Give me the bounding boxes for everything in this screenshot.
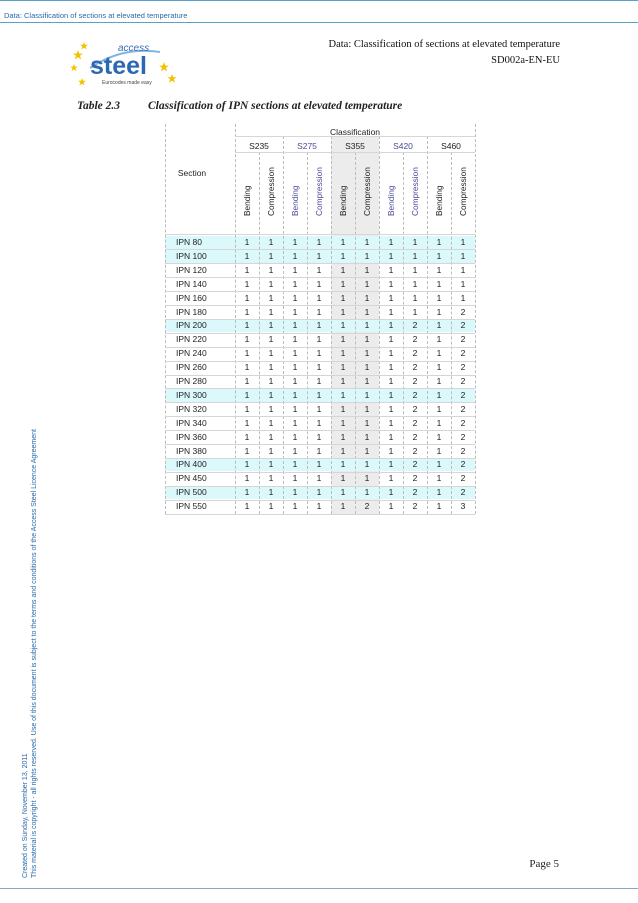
- class-value: 1: [364, 348, 370, 359]
- document-code: SD002a-EN-EU: [491, 55, 560, 66]
- class-value: 1: [268, 278, 274, 289]
- class-value: 1: [244, 320, 250, 331]
- class-value: 1: [460, 278, 466, 289]
- class-value: 1: [268, 473, 274, 484]
- class-value: 3: [460, 501, 466, 512]
- column-subheader: Bending: [290, 185, 300, 216]
- class-value: 1: [412, 278, 418, 289]
- class-value: 2: [412, 417, 418, 428]
- class-value: 1: [292, 334, 298, 345]
- class-value: 1: [364, 362, 370, 373]
- grade-header: S275: [297, 141, 317, 151]
- class-value: 1: [340, 362, 346, 373]
- class-value: 2: [412, 348, 418, 359]
- class-value: 1: [364, 431, 370, 442]
- table-row: [165, 306, 475, 319]
- classification-table: [165, 124, 475, 514]
- class-value: 1: [460, 250, 466, 261]
- class-value: 1: [436, 445, 442, 456]
- class-value: 1: [292, 445, 298, 456]
- class-value: 2: [412, 334, 418, 345]
- class-value: 1: [340, 417, 346, 428]
- class-value: 2: [412, 501, 418, 512]
- class-value: 1: [244, 389, 250, 400]
- section-name: IPN 300: [176, 389, 207, 400]
- class-value: 1: [364, 334, 370, 345]
- class-value: 1: [388, 376, 394, 386]
- class-value: 1: [244, 487, 250, 498]
- grade-header: S355: [345, 141, 365, 151]
- class-value: 1: [388, 487, 394, 498]
- document-title: Data: Classification of sections at elevated temperature: [328, 39, 560, 50]
- grade-header: S235: [249, 141, 269, 151]
- class-value: 1: [436, 237, 442, 247]
- class-value: 1: [292, 237, 298, 247]
- class-value: 1: [244, 250, 250, 261]
- class-value: 1: [268, 306, 274, 317]
- grid-line: [165, 458, 475, 459]
- class-value: 1: [388, 431, 394, 442]
- section-name: IPN 100: [176, 250, 207, 261]
- class-value: 2: [460, 459, 466, 470]
- class-value: 1: [340, 348, 346, 359]
- class-value: 2: [460, 320, 466, 331]
- class-value: 1: [316, 250, 322, 261]
- class-value: 2: [460, 445, 466, 456]
- copyright-notice: This material is copyright - all rights reserved. Use of this document is subject to the terms and conditions of the Access Steel Licence Agreement: [31, 429, 38, 878]
- class-value: 1: [268, 459, 274, 470]
- section-name: IPN 240: [176, 348, 207, 359]
- class-value: 1: [292, 487, 298, 498]
- class-value: 1: [364, 376, 370, 386]
- table-title: Classification of IPN sections at elevated temperature: [148, 100, 403, 112]
- class-value: 1: [292, 348, 298, 359]
- top-rule: [0, 0, 638, 1]
- class-value: 2: [460, 403, 466, 414]
- class-value: 1: [388, 237, 394, 247]
- class-value: 1: [316, 431, 322, 442]
- class-value: 1: [364, 459, 370, 470]
- class-value: 1: [244, 431, 250, 442]
- class-value: 1: [364, 487, 370, 498]
- grade-header: S460: [441, 141, 461, 151]
- table-row: [165, 445, 475, 458]
- class-value: 2: [412, 431, 418, 442]
- class-value: 1: [316, 334, 322, 345]
- class-value: 2: [412, 403, 418, 414]
- grid-line: [475, 124, 476, 514]
- column-subheader: Compression: [314, 167, 324, 216]
- section-name: IPN 360: [176, 431, 207, 442]
- table-row: [165, 375, 475, 388]
- grid-line: [165, 486, 475, 487]
- table-row: [165, 472, 475, 485]
- class-value: 1: [244, 264, 250, 275]
- class-value: 1: [388, 320, 394, 331]
- class-value: 1: [244, 348, 250, 359]
- table-row: [165, 278, 475, 291]
- class-value: 1: [316, 362, 322, 373]
- class-value: 1: [268, 348, 274, 359]
- grid-line: [165, 500, 475, 501]
- section-name: IPN 80: [176, 237, 202, 247]
- section-name: IPN 180: [176, 306, 207, 317]
- class-value: 1: [316, 403, 322, 414]
- class-value: 1: [340, 487, 346, 498]
- class-value: 1: [244, 306, 250, 317]
- class-value: 1: [292, 376, 298, 386]
- section-name: IPN 120: [176, 264, 207, 275]
- class-value: 1: [388, 403, 394, 414]
- section-name: IPN 400: [176, 459, 207, 470]
- class-value: 1: [316, 376, 322, 386]
- class-value: 2: [460, 306, 466, 317]
- class-value: 1: [316, 459, 322, 470]
- table-row: [165, 403, 475, 416]
- table-row: [165, 361, 475, 374]
- class-value: 1: [460, 264, 466, 275]
- grid-line: [165, 249, 475, 250]
- class-value: 1: [268, 487, 274, 498]
- class-value: 1: [340, 264, 346, 275]
- class-value: 1: [292, 501, 298, 512]
- class-value: 1: [268, 292, 274, 303]
- class-value: 1: [436, 348, 442, 359]
- class-value: 1: [412, 237, 418, 247]
- grid-line: [165, 472, 475, 473]
- grid-line: [165, 234, 475, 235]
- class-value: 1: [340, 501, 346, 512]
- class-value: 1: [364, 320, 370, 331]
- class-value: 1: [340, 250, 346, 261]
- class-value: 1: [412, 264, 418, 275]
- grid-line: [165, 263, 475, 264]
- class-value: 1: [388, 306, 394, 317]
- class-value: 1: [316, 278, 322, 289]
- class-value: 1: [292, 306, 298, 317]
- class-value: 1: [340, 445, 346, 456]
- class-value: 2: [460, 487, 466, 498]
- section-name: IPN 380: [176, 445, 207, 456]
- class-value: 1: [268, 431, 274, 442]
- class-value: 1: [292, 417, 298, 428]
- class-value: 1: [292, 473, 298, 484]
- class-value: 1: [340, 376, 346, 386]
- table-row: [165, 486, 475, 499]
- class-value: 1: [244, 473, 250, 484]
- grid-line: [165, 388, 475, 389]
- class-value: 1: [436, 431, 442, 442]
- class-value: 1: [436, 292, 442, 303]
- class-value: 1: [292, 278, 298, 289]
- grid-line: [165, 319, 475, 320]
- class-value: 1: [268, 237, 274, 247]
- class-value: 1: [436, 362, 442, 373]
- class-value: 1: [316, 487, 322, 498]
- class-value: 1: [388, 334, 394, 345]
- class-value: 1: [292, 403, 298, 414]
- section-name: IPN 140: [176, 278, 207, 289]
- class-value: 1: [268, 445, 274, 456]
- class-value: 2: [412, 487, 418, 498]
- class-value: 1: [388, 389, 394, 400]
- class-value: 1: [388, 264, 394, 275]
- class-value: 1: [436, 320, 442, 331]
- class-value: 2: [412, 459, 418, 470]
- class-value: 1: [244, 334, 250, 345]
- class-value: 1: [388, 473, 394, 484]
- class-value: 1: [436, 403, 442, 414]
- section-name: IPN 550: [176, 501, 207, 512]
- class-value: 1: [364, 473, 370, 484]
- class-value: 1: [268, 403, 274, 414]
- created-date: Created on Sunday, November 13, 2011: [22, 753, 29, 878]
- class-value: 1: [316, 237, 322, 247]
- class-value: 1: [316, 389, 322, 400]
- logo-wordmark: steel: [90, 52, 147, 80]
- class-value: 1: [364, 264, 370, 275]
- class-value: 1: [292, 264, 298, 275]
- class-value: 1: [388, 445, 394, 456]
- class-value: 1: [340, 306, 346, 317]
- class-value: 1: [268, 334, 274, 345]
- table-row: [165, 250, 475, 263]
- class-value: 1: [388, 292, 394, 303]
- section-name: IPN 320: [176, 403, 207, 414]
- class-value: 1: [316, 445, 322, 456]
- table-label: Table 2.3: [77, 100, 121, 112]
- class-value: 1: [244, 459, 250, 470]
- table-row: [165, 417, 475, 430]
- class-value: 1: [436, 250, 442, 261]
- column-subheader: Compression: [410, 167, 420, 216]
- column-subheader: Bending: [386, 185, 396, 216]
- class-value: 1: [412, 306, 418, 317]
- class-value: 1: [436, 473, 442, 484]
- grid-line: [165, 402, 475, 403]
- class-value: 1: [340, 334, 346, 345]
- class-value: 1: [268, 250, 274, 261]
- grid-line: [235, 152, 475, 153]
- class-value: 1: [340, 459, 346, 470]
- class-value: 1: [340, 403, 346, 414]
- table-row: [165, 236, 475, 249]
- column-subheader: Compression: [362, 167, 372, 216]
- class-value: 1: [388, 417, 394, 428]
- page-number: Page 5: [529, 858, 559, 870]
- column-subheader: Bending: [338, 185, 348, 216]
- section-name: IPN 340: [176, 417, 207, 428]
- class-value: 1: [268, 362, 274, 373]
- class-value: 1: [292, 459, 298, 470]
- class-value: 1: [244, 403, 250, 414]
- class-value: 1: [244, 292, 250, 303]
- class-value: 2: [460, 473, 466, 484]
- grid-line: [165, 514, 475, 515]
- class-value: 1: [388, 501, 394, 512]
- table-row: [165, 389, 475, 402]
- table-row: [165, 347, 475, 360]
- class-value: 1: [340, 237, 346, 247]
- class-value: 1: [436, 459, 442, 470]
- class-value: 2: [460, 348, 466, 359]
- class-value: 1: [436, 334, 442, 345]
- section-name: IPN 200: [176, 320, 207, 331]
- class-value: 1: [316, 306, 322, 317]
- class-value: 1: [412, 292, 418, 303]
- class-value: 1: [244, 278, 250, 289]
- class-value: 1: [268, 376, 274, 386]
- table-row: [165, 458, 475, 471]
- class-value: 1: [244, 362, 250, 373]
- class-value: 1: [460, 292, 466, 303]
- class-value: 1: [340, 278, 346, 289]
- class-value: 1: [244, 501, 250, 512]
- class-value: 1: [436, 501, 442, 512]
- class-value: 1: [436, 264, 442, 275]
- table-row: [165, 500, 475, 513]
- class-value: 1: [244, 376, 250, 386]
- column-subheader: Compression: [458, 167, 468, 216]
- grid-line: [165, 361, 475, 362]
- grid-line: [235, 136, 475, 137]
- class-value: 1: [316, 501, 322, 512]
- table-row: [165, 431, 475, 444]
- class-value: 1: [292, 431, 298, 442]
- class-value: 2: [412, 473, 418, 484]
- class-value: 2: [412, 445, 418, 456]
- class-value: 1: [364, 292, 370, 303]
- class-value: 1: [292, 320, 298, 331]
- class-value: 2: [412, 362, 418, 373]
- class-value: 1: [460, 237, 466, 247]
- grid-line: [165, 305, 475, 306]
- class-value: 2: [460, 417, 466, 428]
- class-value: 1: [340, 389, 346, 400]
- class-value: 2: [460, 376, 466, 386]
- column-subheader: Bending: [242, 185, 252, 216]
- class-value: 1: [364, 237, 370, 247]
- class-value: 1: [316, 473, 322, 484]
- class-value: 2: [412, 389, 418, 400]
- grade-header: S420: [393, 141, 413, 151]
- running-header: Data: Classification of sections at elevated temperature: [4, 11, 188, 20]
- class-value: 2: [460, 431, 466, 442]
- class-value: 1: [388, 250, 394, 261]
- column-subheader: Compression: [266, 167, 276, 216]
- class-value: 1: [292, 250, 298, 261]
- section-name: IPN 260: [176, 362, 207, 373]
- classification-header: Classification: [329, 127, 381, 137]
- table-row: [165, 292, 475, 305]
- class-value: 1: [436, 417, 442, 428]
- class-value: 2: [460, 334, 466, 345]
- section-header: Section: [177, 168, 207, 178]
- class-value: 1: [436, 376, 442, 386]
- class-value: 2: [412, 320, 418, 331]
- class-value: 1: [388, 278, 394, 289]
- class-value: 1: [436, 389, 442, 400]
- class-value: 1: [364, 306, 370, 317]
- class-value: 1: [292, 292, 298, 303]
- class-value: 1: [340, 473, 346, 484]
- class-value: 1: [268, 501, 274, 512]
- grid-line: [165, 430, 475, 431]
- class-value: 1: [436, 278, 442, 289]
- class-value: 1: [268, 264, 274, 275]
- section-name: IPN 220: [176, 334, 207, 345]
- class-value: 1: [364, 278, 370, 289]
- class-value: 1: [340, 320, 346, 331]
- copyright-side-note: [21, 429, 39, 878]
- class-value: 1: [268, 417, 274, 428]
- grid-line: [165, 347, 475, 348]
- class-value: 1: [316, 348, 322, 359]
- footer-rule: [0, 888, 638, 889]
- section-name: IPN 450: [176, 473, 207, 484]
- class-value: 2: [412, 376, 418, 386]
- grid-line: [165, 416, 475, 417]
- class-value: 1: [436, 487, 442, 498]
- grid-line: [165, 277, 475, 278]
- grid-line: [165, 444, 475, 445]
- class-value: 1: [244, 417, 250, 428]
- section-name: IPN 280: [176, 376, 207, 386]
- section-name: IPN 160: [176, 292, 207, 303]
- access-steel-logo: [68, 38, 186, 90]
- grid-line: [165, 333, 475, 334]
- grid-line: [165, 291, 475, 292]
- class-value: 1: [364, 250, 370, 261]
- table-row: [165, 333, 475, 346]
- class-value: 1: [292, 389, 298, 400]
- class-value: 1: [316, 320, 322, 331]
- header-divider: [0, 22, 638, 23]
- column-subheader: Bending: [434, 185, 444, 216]
- class-value: 1: [316, 264, 322, 275]
- class-value: 1: [268, 320, 274, 331]
- class-value: 1: [388, 362, 394, 373]
- section-name: IPN 500: [176, 487, 207, 498]
- class-value: 1: [388, 348, 394, 359]
- class-value: 1: [316, 417, 322, 428]
- grid-line: [165, 375, 475, 376]
- class-value: 1: [364, 445, 370, 456]
- class-value: 1: [388, 459, 394, 470]
- class-value: 2: [460, 389, 466, 400]
- class-value: 1: [364, 389, 370, 400]
- class-value: 1: [340, 292, 346, 303]
- class-value: 1: [292, 362, 298, 373]
- class-value: 2: [460, 362, 466, 373]
- logo-tagline: Eurocodes made easy: [102, 80, 152, 86]
- class-value: 1: [364, 417, 370, 428]
- class-value: 1: [364, 403, 370, 414]
- class-value: 1: [244, 445, 250, 456]
- class-value: 1: [340, 431, 346, 442]
- class-value: 1: [412, 250, 418, 261]
- class-value: 1: [436, 306, 442, 317]
- logo-text-access: access: [118, 43, 150, 54]
- table-row: [165, 319, 475, 332]
- class-value: 2: [364, 501, 370, 512]
- class-value: 1: [268, 389, 274, 400]
- class-value: 1: [316, 292, 322, 303]
- class-value: 1: [244, 237, 250, 247]
- table-row: [165, 264, 475, 277]
